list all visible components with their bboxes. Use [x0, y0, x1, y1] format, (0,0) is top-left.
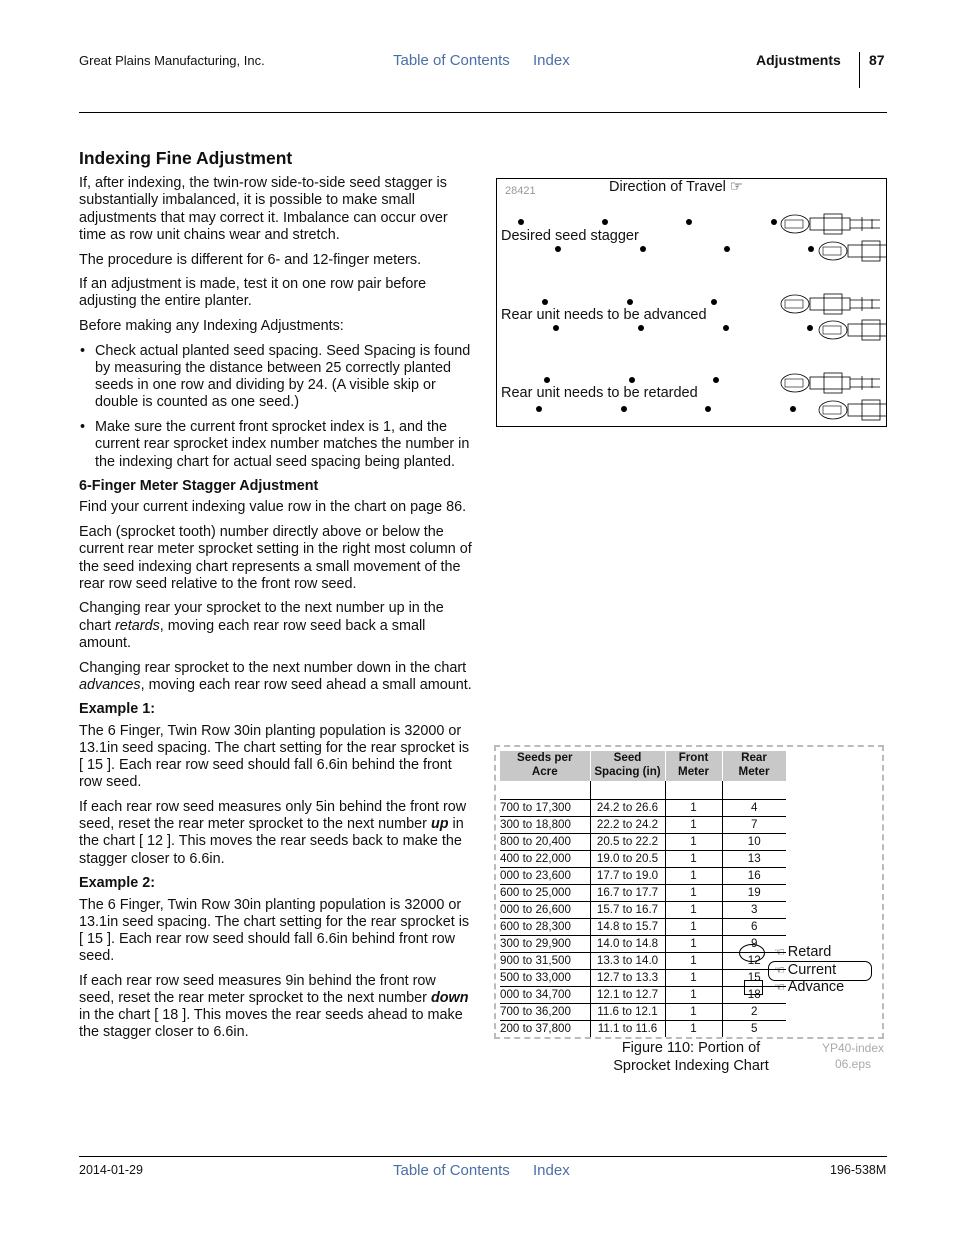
column-header: Rear Meter: [722, 751, 786, 781]
table-cell: 14.0 to 14.8: [590, 935, 665, 952]
stagger-label: Desired seed stagger: [501, 228, 639, 244]
paragraph: If, after indexing, the twin-row side-to-side seed stagger is substantially imbalanced, it is possible to make small adjustments that may correct it. Imbalance can occur over time as row unit chains wear and stretch.: [79, 175, 448, 243]
rear-row-unit-illustration: [818, 319, 887, 341]
company-name: Great Plains Manufacturing, Inc.: [79, 53, 265, 68]
paragraph: Changing rear sprocket to the next number down in the chart advances, moving each rear row seed ahead a small amount.: [79, 659, 472, 693]
emphasis: retards: [115, 617, 160, 634]
pointing-hand-icon: ☜: [774, 980, 785, 994]
column-header: Front Meter: [665, 751, 722, 781]
seed-dot: [555, 246, 561, 252]
pointing-hand-icon: ☜: [774, 945, 785, 959]
table-cell: 5: [722, 1020, 786, 1037]
subsection-title: 6-Finger Meter Stagger Adjustment: [79, 478, 319, 495]
seed-dot: [621, 406, 627, 412]
retard-marker: [739, 944, 765, 962]
stagger-label: Rear unit needs to be retarded: [501, 385, 698, 401]
header-rule: [79, 112, 887, 113]
table-row: [500, 867, 786, 884]
table-row: [500, 918, 786, 935]
seed-dot: [807, 325, 813, 331]
table-cell: 1: [665, 850, 722, 867]
table-cell: 12: [722, 952, 786, 969]
table-row: [500, 1020, 786, 1037]
seed-dot: [713, 377, 719, 383]
table-cell: 300 to 18,800: [500, 816, 590, 833]
seed-dot: [553, 325, 559, 331]
table-cell: 1: [665, 816, 722, 833]
header-divider: [859, 52, 860, 88]
example-title: Example 1:: [79, 701, 155, 718]
advance-marker: [744, 980, 763, 995]
seed-dot: [627, 299, 633, 305]
table-cell: 13: [722, 850, 786, 867]
seed-dot: [536, 406, 542, 412]
table-cell: 4: [722, 799, 786, 816]
table-cell: 1: [665, 918, 722, 935]
seed-dot: [542, 299, 548, 305]
paragraph: Find your current indexing value row in the chart on page 86.: [79, 499, 467, 516]
bullet-item: • Make sure the current front sprocket index is 1, and the current rear sprocket index number matches the number in the indexing chart for actual seed spacing being planted.: [79, 419, 474, 471]
table-cell: 19.0 to 20.5: [590, 850, 665, 867]
table-cell: 1: [665, 969, 722, 986]
footer-index-link[interactable]: Index: [533, 1162, 570, 1179]
paragraph: If each rear row seed measures 9in behind the front row seed, reset the rear meter sprocket to the next number down in the chart [ 18 ]. This moves the rear seeds ahead to make the stagger closer to 6.6in.: [79, 972, 469, 1041]
table-cell: 7: [722, 816, 786, 833]
table-cell: 400 to 22,000: [500, 850, 590, 867]
example-title: Example 2:: [79, 875, 155, 892]
paragraph: The procedure is different for 6- and 12-finger meters.: [79, 251, 422, 268]
rear-row-unit-illustration: [818, 399, 887, 421]
header-index-link[interactable]: Index: [533, 52, 570, 69]
section-title: Indexing Fine Adjustment: [79, 148, 293, 168]
footer-toc-link[interactable]: Table of Contents: [393, 1162, 510, 1179]
table-cell: 200 to 37,800: [500, 1020, 590, 1037]
table-row: [500, 833, 786, 850]
header-toc-link[interactable]: Table of Contents: [393, 52, 510, 69]
paragraph: Before making any Indexing Adjustments:: [79, 318, 344, 335]
table-cell: 900 to 31,500: [500, 952, 590, 969]
table-row: [500, 816, 786, 833]
table-cell: 12.7 to 13.3: [590, 969, 665, 986]
seed-dot: [518, 219, 524, 225]
seed-dot: [629, 377, 635, 383]
seed-dot: [771, 219, 777, 225]
bullet-item: • Check actual planted seed spacing. Seed Spacing is found by measuring the distance between 25 correctly planted seeds in one row and dividing by 24. (A visible skip or double is counted as one seed.): [79, 343, 474, 412]
legend-advance: ☜ Advance: [774, 979, 845, 995]
table-row: [500, 901, 786, 918]
seed-dot: [724, 246, 730, 252]
seed-stagger-figure: [496, 178, 887, 427]
table-row: [500, 850, 786, 867]
table-cell: 13.3 to 14.0: [590, 952, 665, 969]
seed-dot: [640, 246, 646, 252]
table-cell: 11.6 to 12.1: [590, 1003, 665, 1020]
paragraph: Each (sprocket tooth) number directly above or below the current rear meter sprocket setting in the right most column of the seed indexing chart represents a small movement of the rear row seed relative to the front row seed.: [79, 524, 472, 592]
table-spacer-row: [500, 781, 786, 799]
legend-retard: ☜ Retard: [774, 944, 832, 960]
seed-dot: [686, 219, 692, 225]
table-cell: 20.5 to 22.2: [590, 833, 665, 850]
table-cell: 14.8 to 15.7: [590, 918, 665, 935]
table-cell: 2: [722, 1003, 786, 1020]
table-cell: 1: [665, 867, 722, 884]
table-header-row: [500, 751, 786, 781]
seed-dot: [705, 406, 711, 412]
figure-file-label: YP40-index 06.eps: [821, 1041, 885, 1071]
table-cell: 9: [722, 935, 786, 952]
front-row-unit-illustration: [780, 372, 882, 394]
table-cell: 12.1 to 12.7: [590, 986, 665, 1003]
table-cell: 600 to 28,300: [500, 918, 590, 935]
section-name: Adjustments: [756, 52, 841, 68]
legend-current: ☜ Current: [774, 962, 837, 978]
footer-doc-number: 196-538M: [830, 1163, 887, 1177]
table-cell: 22.2 to 24.2: [590, 816, 665, 833]
table-cell: 18: [722, 986, 786, 1003]
column-header: Seed Spacing (in): [590, 751, 665, 781]
table-cell: 1: [665, 986, 722, 1003]
seed-dot: [723, 325, 729, 331]
table-cell: 800 to 20,400: [500, 833, 590, 850]
figure-caption: Figure 110: Portion of Sprocket Indexing Chart: [613, 1040, 769, 1074]
table-cell: 15: [722, 969, 786, 986]
main-text-column: [79, 150, 474, 1049]
seed-dot: [711, 299, 717, 305]
table-cell: 1: [665, 799, 722, 816]
table-cell: 700 to 17,300: [500, 799, 590, 816]
table-cell: 1: [665, 884, 722, 901]
table-cell: 16.7 to 17.7: [590, 884, 665, 901]
table-cell: 1: [665, 1020, 722, 1037]
paragraph: The 6 Finger, Twin Row 30in planting population is 32000 or 13.1in seed spacing. The chart setting for the rear sprocket is [ 15 ]. Each rear row seed should fall 6.6in behind front row seed.: [79, 896, 470, 965]
figure-number: 28421: [505, 185, 536, 197]
table-cell: 11.1 to 11.6: [590, 1020, 665, 1037]
pointing-hand-icon: ☜: [774, 963, 785, 977]
table-row: [500, 884, 786, 901]
table-cell: 000 to 23,600: [500, 867, 590, 884]
table-cell: 3: [722, 901, 786, 918]
seed-dot: [544, 377, 550, 383]
table-cell: 19: [722, 884, 786, 901]
table-cell: 24.2 to 26.6: [590, 799, 665, 816]
table-cell: 000 to 26,600: [500, 901, 590, 918]
table-cell: 500 to 33,000: [500, 969, 590, 986]
table-row: [500, 799, 786, 816]
page-number: 87: [869, 52, 885, 68]
emphasis: up: [430, 816, 449, 833]
seed-dot: [602, 219, 608, 225]
table-row: [500, 1003, 786, 1020]
seed-dot: [790, 406, 796, 412]
front-row-unit-illustration: [780, 213, 882, 235]
table-cell: 1: [665, 901, 722, 918]
paragraph: The 6 Finger, Twin Row 30in planting population is 32000 or 13.1in seed spacing. The chart setting for the rear sprocket is [ 15 ]. Each rear row seed should fall 6.6in behind the front row seed.: [79, 722, 470, 791]
sprocket-indexing-chart: [494, 745, 884, 1039]
paragraph: Changing rear your sprocket to the next number up in the chart retards, moving each rear row seed back a small amount.: [79, 600, 444, 651]
table-cell: 17.7 to 19.0: [590, 867, 665, 884]
direction-of-travel: Direction of Travel ☞: [609, 179, 743, 195]
table-cell: 000 to 34,700: [500, 986, 590, 1003]
seed-dot: [638, 325, 644, 331]
table-cell: 600 to 25,000: [500, 884, 590, 901]
table-cell: 300 to 29,900: [500, 935, 590, 952]
emphasis: down: [430, 990, 469, 1007]
front-row-unit-illustration: [780, 293, 882, 315]
table-cell: 1: [665, 952, 722, 969]
table-cell: 16: [722, 867, 786, 884]
emphasis: advances: [79, 676, 141, 693]
table-cell: 1: [665, 833, 722, 850]
paragraph: If each rear row seed measures only 5in behind the front row seed, reset the rear meter sprocket to the next number up in the chart [ 12 ]. This moves the rear seeds back to make the stagger closer to 6.6in.: [79, 799, 467, 867]
table-cell: 1: [665, 935, 722, 952]
paragraph: If an adjustment is made, test it on one row pair before adjusting the entire planter.: [79, 276, 427, 310]
footer-rule: [79, 1156, 887, 1157]
table-cell: 15.7 to 16.7: [590, 901, 665, 918]
table-cell: 10: [722, 833, 786, 850]
column-header: Seeds per Acre: [500, 751, 590, 781]
rear-row-unit-illustration: [818, 240, 887, 262]
table-cell: 6: [722, 918, 786, 935]
footer-date: 2014-01-29: [79, 1163, 143, 1177]
table-cell: 1: [665, 1003, 722, 1020]
seed-dot: [808, 246, 814, 252]
table-cell: 700 to 36,200: [500, 1003, 590, 1020]
stagger-label: Rear unit needs to be advanced: [501, 307, 707, 323]
